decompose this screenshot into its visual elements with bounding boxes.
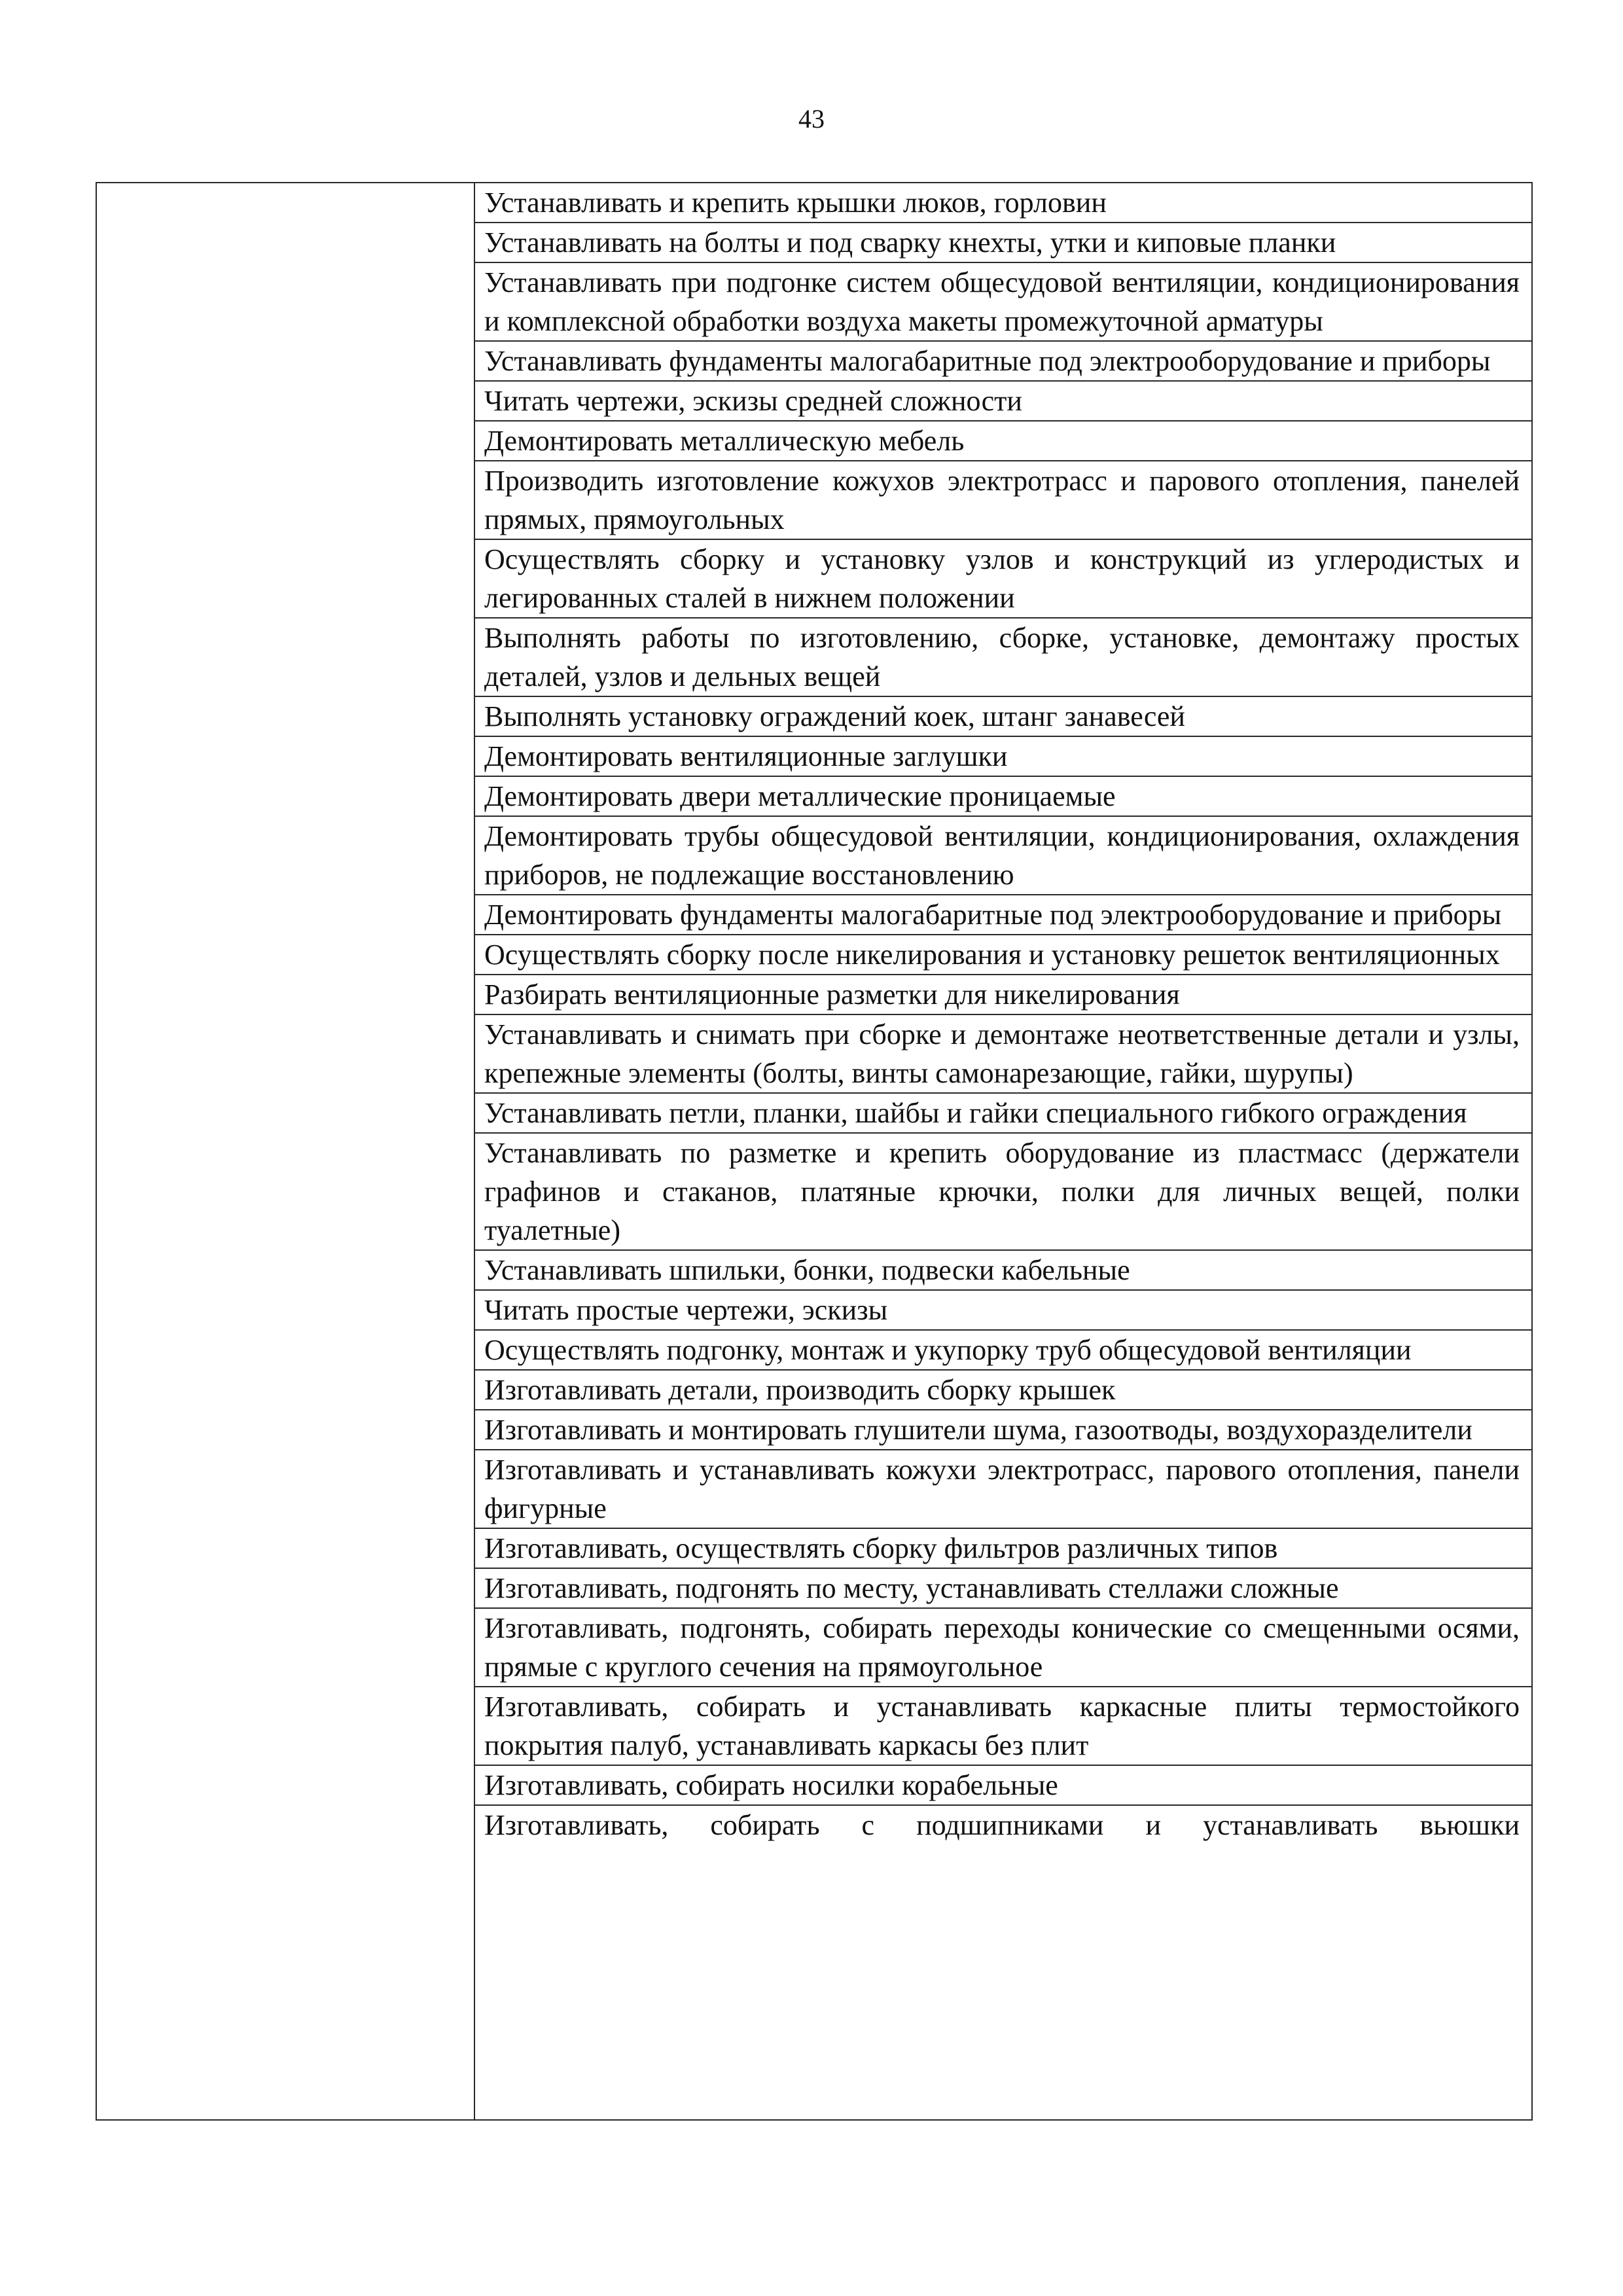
list-item: Демонтировать фундаменты малогабаритные под электрооборудование и приборы	[475, 895, 1531, 935]
list-item: Изготавливать и монтировать глушители шума, газоотводы, воздухоразделители	[475, 1410, 1531, 1450]
list-item: Изготавливать, осуществлять сборку фильтров различных типов	[475, 1529, 1531, 1569]
list-item: Изготавливать, подгонять по месту, устанавливать стеллажи сложные	[475, 1569, 1531, 1609]
list-item: Демонтировать вентиляционные заглушки	[475, 737, 1531, 777]
list-item: Изготавливать детали, производить сборку крышек	[475, 1371, 1531, 1410]
list-item: Устанавливать на болты и под сварку кнехты, утки и киповые планки	[475, 223, 1531, 263]
list-item: Устанавливать шпильки, бонки, подвески кабельные	[475, 1251, 1531, 1291]
list-item: Изготавливать и устанавливать кожухи электротрасс, парового отопления, панели фигурные	[475, 1450, 1531, 1529]
list-item: Устанавливать фундаменты малогабаритные под электрооборудование и приборы	[475, 342, 1531, 382]
list-item: Устанавливать по разметке и крепить оборудование из пластмасс (держатели графинов и стаканов, платяные крючки, полки для личных вещей, полки туалетные)	[475, 1134, 1531, 1251]
list-item: Разбирать вентиляционные разметки для никелирования	[475, 975, 1531, 1015]
left-column-cell	[96, 183, 474, 2120]
table-row	[96, 183, 1532, 2120]
list-item: Изготавливать, собирать с подшипниками и устанавливать вьюшки	[484, 1809, 1520, 1841]
list-item: Устанавливать и крепить крышки люков, горловин	[475, 183, 1531, 223]
list-item: Устанавливать при подгонке систем общесудовой вентиляции, кондиционирования и комплексной обработки воздуха макеты промежуточной арматуры	[475, 263, 1531, 342]
list-item: Устанавливать петли, планки, шайбы и гайки специального гибкого ограждения	[475, 1094, 1531, 1134]
list-item: Осуществлять подгонку, монтаж и укупорку труб общесудовой вентиляции	[475, 1331, 1531, 1371]
list-item: Читать простые чертежи, эскизы	[475, 1291, 1531, 1331]
list-item: Читать чертежи, эскизы средней сложности	[475, 382, 1531, 422]
list-item: Изготавливать, собирать носилки корабельные	[475, 1766, 1531, 1806]
list-item: Устанавливать и снимать при сборке и демонтаже неответственные детали и узлы, крепежные элементы (болты, винты самонарезающие, гайки, шурупы)	[475, 1015, 1531, 1094]
list-item: Осуществлять сборку и установку узлов и конструкций из углеродистых и легированных сталей в нижнем положении	[475, 540, 1531, 619]
list-item: Изготавливать, собирать и устанавливать каркасные плиты термостойкого покрытия палуб, устанавливать каркасы без плит	[475, 1687, 1531, 1766]
list-item: Выполнять установку ограждений коек, штанг занавесей	[475, 697, 1531, 737]
list-item: Производить изготовление кожухов электротрасс и парового отопления, панелей прямых, прямоугольных	[475, 461, 1531, 540]
list-item: Выполнять работы по изготовлению, сборке, установке, демонтажу простых деталей, узлов и дельных вещей	[475, 619, 1531, 697]
list-item: Демонтировать трубы общесудовой вентиляции, кондиционирования, охлаждения приборов, не подлежащие восстановлению	[475, 817, 1531, 895]
list-item: Осуществлять сборку после никелирования и установку решеток вентиляционных	[475, 935, 1531, 975]
page-number: 43	[798, 104, 825, 134]
competency-table	[96, 182, 1533, 2121]
list-item: Демонтировать металлическую мебель	[475, 422, 1531, 461]
right-column-cell	[474, 183, 1532, 2120]
list-item: Изготавливать, подгонять, собирать переходы конические со смещенными осями, прямые с круглого сечения на прямоугольное	[475, 1609, 1531, 1687]
list-item: Демонтировать двери металлические проницаемые	[475, 777, 1531, 817]
